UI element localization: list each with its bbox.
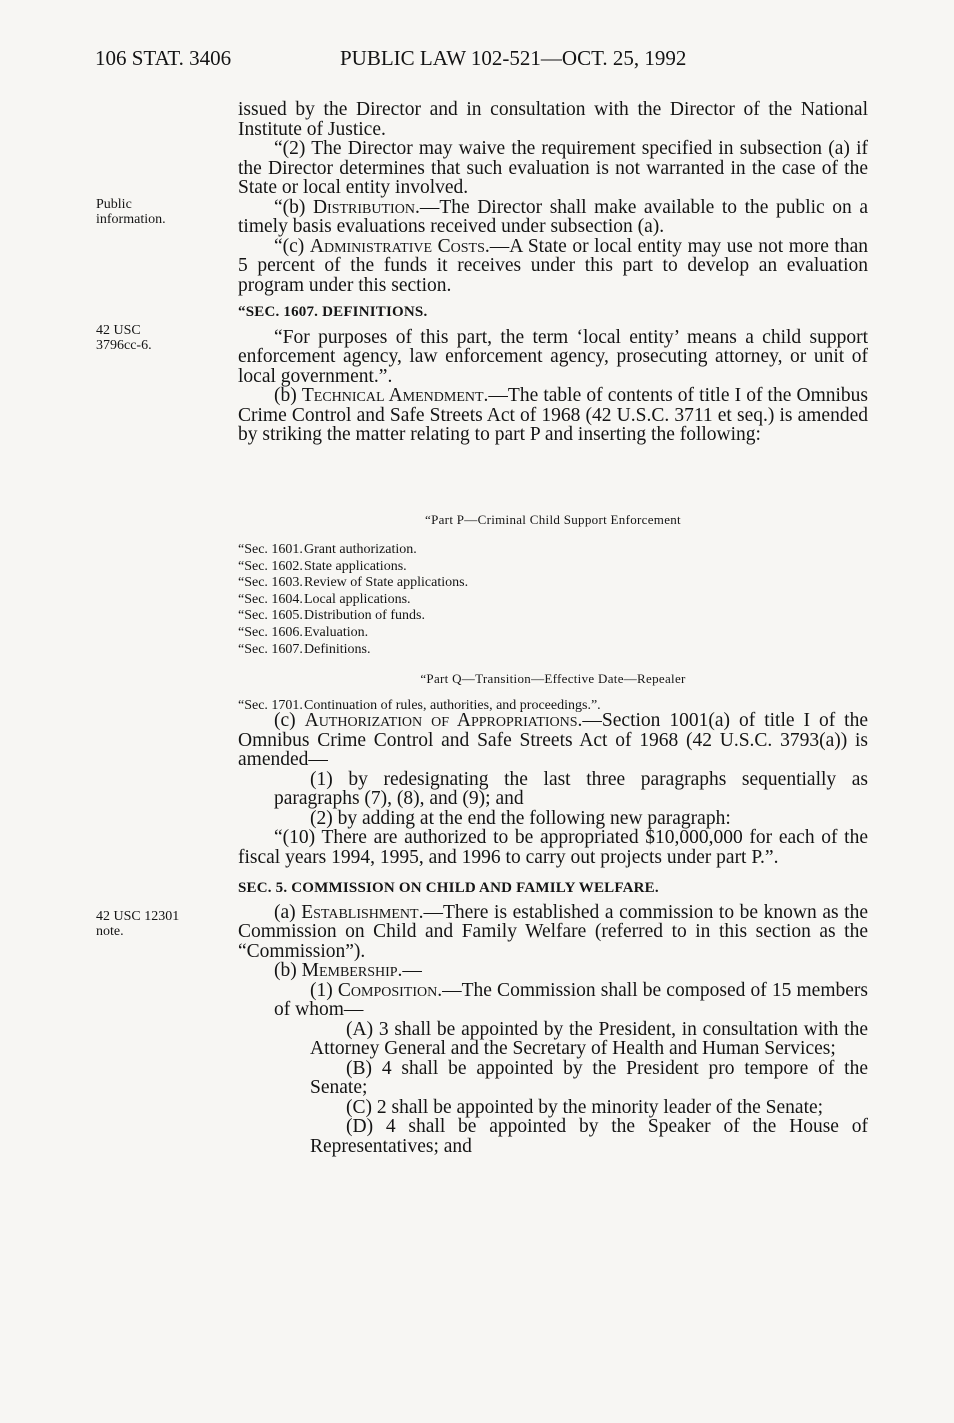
toc-item bbox=[238, 642, 868, 659]
paragraph-membership bbox=[238, 961, 868, 981]
paragraph: “(10) There are authorized to be appropriated $10,000,000 for each of the fiscal years 1994, 1995, and 1996 to carry out projects under part P.”. bbox=[238, 827, 868, 868]
paragraph: (D) 4 shall be appointed by the Speaker of the House of Representatives; and bbox=[310, 1116, 868, 1157]
margin-note-42-usc-12301 bbox=[96, 909, 179, 939]
margin-note-line: Public bbox=[96, 197, 132, 212]
toc-item-number: “Sec. 1603. bbox=[238, 575, 303, 591]
toc-item-title: Distribution of funds. bbox=[304, 608, 425, 624]
text-span: .— bbox=[397, 960, 422, 981]
paragraph: (B) 4 shall be appointed by the President pro tempore of the Senate; bbox=[310, 1057, 868, 1098]
margin-note-line: note. bbox=[96, 924, 124, 939]
section-heading-5: SEC. 5. COMMISSION ON CHILD AND FAMILY WELFARE. bbox=[238, 880, 659, 896]
subsection-heading: Authorization of Appropriations bbox=[304, 710, 578, 731]
toc-item-number: “Sec. 1605. bbox=[238, 608, 303, 624]
margin-note-line: information. bbox=[96, 212, 166, 227]
text-span: (b) bbox=[274, 385, 302, 406]
subsection-heading: Administrative Costs bbox=[309, 235, 485, 257]
toc-item-title: Local applications. bbox=[304, 591, 411, 607]
toc-item-number: “Sec. 1602. bbox=[238, 558, 303, 574]
text-span: (1) bbox=[310, 979, 338, 1001]
margin-note-42-usc-3796cc-6 bbox=[96, 323, 152, 353]
paragraph: (A) 3 shall be appointed by the President, in consultation with the Attorney General and the Secretary of Health and Human Services; bbox=[310, 1018, 868, 1059]
toc-item-number: “Sec. 1606. bbox=[238, 624, 303, 640]
toc-item bbox=[238, 592, 868, 609]
stat-citation: 106 STAT. 3406 bbox=[95, 46, 232, 70]
toc-item bbox=[238, 608, 868, 625]
toc-item-title: State applications. bbox=[304, 558, 407, 574]
page-header bbox=[95, 46, 874, 76]
paragraph-establishment bbox=[238, 903, 868, 962]
text-span: .—The Commission shall be composed of 15 members of whom— bbox=[274, 979, 868, 1020]
toc-item-number: “Sec. 1601. bbox=[238, 542, 303, 557]
text-span: “(c) bbox=[274, 235, 310, 257]
toc-item-number: “Sec. 1701. bbox=[238, 698, 303, 714]
toc-item bbox=[238, 575, 868, 592]
toc-item-title: Evaluation. bbox=[304, 624, 369, 640]
paragraph-technical-amendment bbox=[238, 386, 868, 445]
paragraph: (1) by redesignating the last three paragraphs sequentially as paragraphs (7), (8), and (9); and bbox=[274, 768, 868, 809]
text-span: (a) bbox=[274, 901, 302, 923]
text-span: (c) bbox=[274, 710, 305, 731]
paragraph: “For purposes of this part, the term ‘local entity’ means a child support enforcement agency, law enforcement agency, prosecuting attorney, or unit of local government.”. bbox=[238, 326, 868, 387]
paragraph-authorization bbox=[238, 711, 868, 770]
paragraph-composition bbox=[238, 981, 868, 1020]
toc-part-p-title: “Part P—Criminal Child Support Enforcement bbox=[425, 512, 681, 527]
toc-item bbox=[238, 625, 868, 642]
paragraph: issued by the Director and in consultation with the Director of the National Institute of Justice. bbox=[238, 99, 868, 140]
subsection-heading: Establishment bbox=[301, 901, 419, 923]
margin-note-line: 42 USC 12301 bbox=[96, 909, 180, 924]
subsection-heading: Composition bbox=[337, 979, 438, 1001]
text-span: .—A State or local entity may use not more than 5 percent of the funds it receives under this part to develop an evaluation program under this section. bbox=[238, 235, 868, 296]
toc-item-title: Review of State applications. bbox=[304, 575, 469, 591]
toc-item bbox=[238, 559, 868, 576]
margin-note-line: 42 USC bbox=[96, 323, 141, 338]
toc-item bbox=[238, 542, 868, 559]
text-span: (b) bbox=[274, 960, 302, 981]
toc-item-number: “Sec. 1604. bbox=[238, 591, 303, 607]
subsection-heading: Technical Amendment bbox=[301, 385, 484, 406]
text-span: .—There is established a commission to be known as the Commission on Child and Family Welfare (referred to in this section as the “Commission”). bbox=[238, 901, 868, 962]
section-heading-1607: “SEC. 1607. DEFINITIONS. bbox=[238, 304, 428, 320]
paragraph-distribution bbox=[238, 198, 868, 237]
toc-item-number: “Sec. 1607. bbox=[238, 641, 303, 657]
text-span: .—Section 1001(a) of title I of the Omnibus Crime Control and Safe Streets Act of 1968 (42 U.S.C. 3793(a)) is amended— bbox=[238, 710, 868, 770]
toc-item-title: Definitions. bbox=[304, 641, 371, 657]
table-of-contents bbox=[238, 512, 868, 715]
text-span: .—The table of contents of title I of the Omnibus Crime Control and Safe Streets Act of 1968 (42 U.S.C. 3711 et seq.) is amended by striking the matter relating to part P and inserting the following: bbox=[238, 385, 868, 445]
toc-item-title: Continuation of rules, authorities, and proceedings.”. bbox=[304, 698, 601, 714]
body-block-2 bbox=[238, 711, 868, 1156]
paragraph: (2) by adding at the end the following new paragraph: bbox=[310, 807, 731, 829]
toc-part-q-title: “Part Q—Transition—Effective Date—Repealer bbox=[420, 671, 686, 687]
body-block-1 bbox=[238, 100, 868, 445]
toc-item-title: Grant authorization. bbox=[304, 542, 417, 557]
subsection-heading: Distribution bbox=[312, 196, 415, 218]
subsection-heading: Membership bbox=[301, 960, 398, 981]
paragraph: (C) 2 shall be appointed by the minority leader of the Senate; bbox=[346, 1096, 824, 1118]
text-span: “(b) bbox=[274, 196, 313, 218]
text-span: .—The Director shall make available to the public on a timely basis evaluations received under subsection (a). bbox=[238, 196, 868, 237]
margin-note-line: 3796cc-6. bbox=[96, 338, 152, 353]
margin-note-public-information bbox=[96, 197, 166, 227]
law-title: PUBLIC LAW 102-521—OCT. 25, 1992 bbox=[340, 46, 687, 70]
paragraph: “(2) The Director may waive the requirement specified in subsection (a) if the Director determines that such evaluation is not warranted in the case of the State or local entity involved. bbox=[238, 138, 868, 198]
paragraph-administrative-costs bbox=[238, 237, 868, 296]
